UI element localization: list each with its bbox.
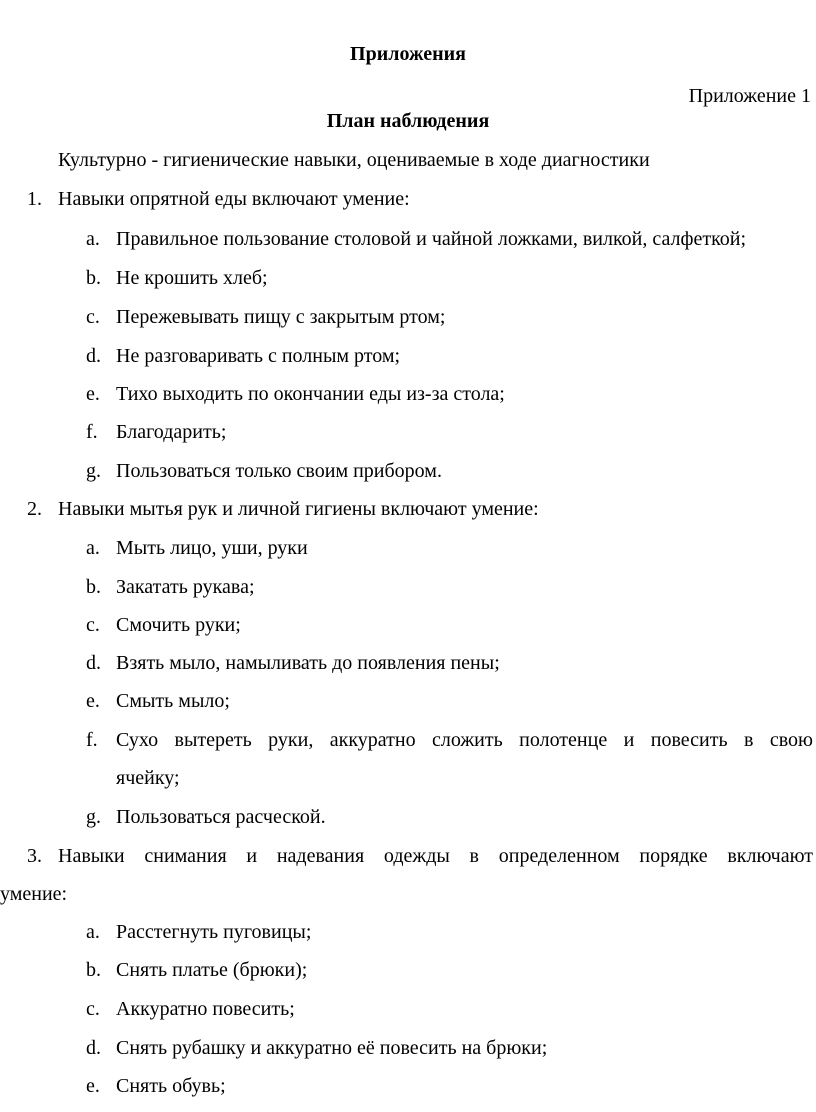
list-item-letter: e.	[86, 1075, 100, 1097]
list-item-text: Сухо вытереть руки, аккуратно сложить полотенце и повесить в свою	[116, 729, 813, 751]
list-item-letter: f.	[86, 729, 98, 751]
section-number: 3.	[27, 845, 42, 867]
list-item-text-continuation: ячейку;	[116, 767, 180, 789]
list-item-text: Мыть лицо, уши, руки	[116, 537, 308, 559]
list-item-text: Снять рубашку и аккуратно её повесить на брюки;	[116, 1037, 548, 1059]
list-item-letter: a.	[86, 228, 100, 250]
section-title-continuation: умение:	[0, 883, 68, 905]
list-item-letter: f.	[86, 421, 98, 443]
list-item-text: Не крошить хлеб;	[116, 267, 268, 289]
list-item-text: Благодарить;	[116, 421, 227, 443]
list-item-text: Не разговаривать с полным ртом;	[116, 345, 401, 367]
list-item-text: Взять мыло, намыливать до появления пены;	[116, 652, 500, 674]
list-item-letter: d.	[86, 1037, 101, 1059]
list-item-text: Тихо выходить по окончании еды из-за стола;	[116, 383, 505, 405]
list-item-letter: e.	[86, 690, 100, 712]
appendix-label: Приложение 1	[688, 85, 811, 107]
section-title: Навыки опрятной еды включают умение:	[58, 188, 410, 210]
section-title: Навыки мытья рук и личной гигиены включают умение:	[58, 498, 539, 520]
list-item-text: Правильное пользование столовой и чайной ложками, вилкой, салфеткой;	[116, 228, 747, 250]
list-item-letter: a.	[86, 921, 100, 943]
list-item-letter: c.	[86, 998, 100, 1020]
list-item-letter: g.	[86, 806, 101, 828]
list-item-text: Пользоваться расческой.	[116, 806, 326, 828]
page-heading: Приложения	[350, 43, 466, 65]
list-item-letter: b.	[86, 576, 101, 598]
section-number: 1.	[27, 188, 42, 210]
list-item-text: Снять обувь;	[116, 1075, 226, 1097]
list-item-text: Смыть мыло;	[116, 690, 230, 712]
list-item-text: Снять платье (брюки);	[116, 959, 308, 981]
list-item-letter: g.	[86, 460, 101, 482]
list-item-letter: d.	[86, 345, 101, 367]
list-item-text: Пользоваться только своим прибором.	[116, 460, 442, 482]
list-item-text: Смочить руки;	[116, 614, 241, 636]
plan-title: План наблюдения	[326, 110, 490, 132]
list-item-letter: c.	[86, 614, 100, 636]
list-item-letter: a.	[86, 537, 100, 559]
list-item-letter: e.	[86, 383, 100, 405]
section-title: Навыки снимания и надевания одежды в определенном порядке включают	[58, 845, 813, 867]
list-item-text: Аккуратно повесить;	[116, 998, 295, 1020]
list-item-text: Расстегнуть пуговицы;	[116, 921, 312, 943]
list-item-letter: b.	[86, 959, 101, 981]
list-item-letter: b.	[86, 267, 101, 289]
list-item-letter: c.	[86, 306, 100, 328]
list-item-text: Пережевывать пищу с закрытым ртом;	[116, 306, 446, 328]
list-item-letter: d.	[86, 652, 101, 674]
intro-text: Культурно - гигиенические навыки, оцениваемые в ходе диагностики	[58, 149, 650, 171]
section-number: 2.	[27, 498, 42, 520]
list-item-text: Закатать рукава;	[116, 576, 255, 598]
